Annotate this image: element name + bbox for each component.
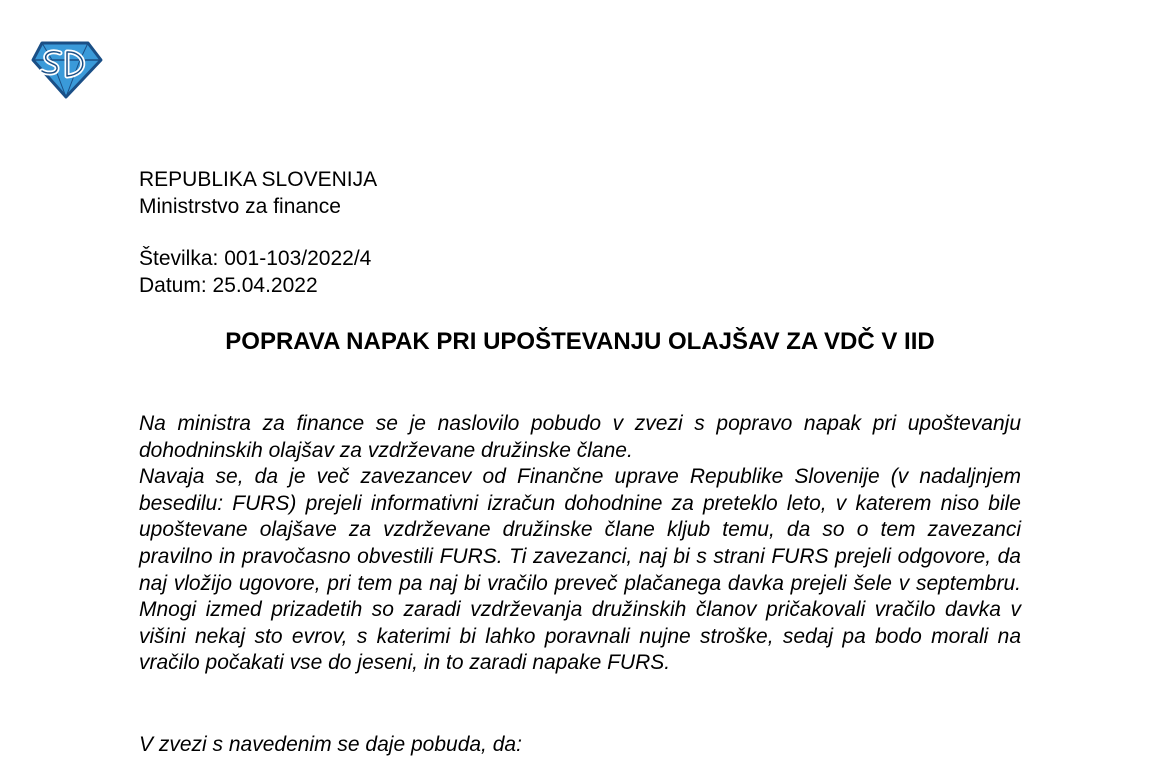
sender-ministry: Ministrstvo za finance bbox=[139, 195, 341, 218]
body-paragraph-1: Na ministra za finance se je naslovilo pobudo v zvezi s popravo napak pri upoštevanju dohodninskih olajšav za vzdrževane družinske člane. bbox=[139, 412, 1021, 462]
document-title: POPRAVA NAPAK PRI UPOŠTEVANJU OLAJŠAV ZA VDČ V IID bbox=[225, 328, 935, 355]
document-meta bbox=[139, 245, 371, 299]
document-date: Datum: 25.04.2022 bbox=[139, 274, 318, 297]
diamond-sd-logo-icon bbox=[30, 40, 104, 100]
sender-country: REPUBLIKA SLOVENIJA bbox=[139, 168, 378, 191]
body-paragraph-2: Navaja se, da je več zavezancev od Finančne uprave Republike Slovenije (v nadaljnjem besedilu: FURS) prejeli informativni izračun dohodnine za preteklo leto, v katerem niso bile upoštevane olajšave za vzdrževane družinske člane kljub temu, da so o tem zavezanci pravilno in pravočasno obvestili FURS. Ti zavezanci, naj bi s strani FURS prejeli odgovore, da naj vložijo ugovore, pri tem pa naj bi vračilo preveč plačanega davka prejeli šele v septembru. Mnogi izmed prizadetih so zaradi vzdrževanja družinskih članov pričakovali vračilo davka v višini nekaj sto evrov, s katerimi bi lahko poravnali nujne stroške, sedaj pa bodo morali na vračilo počakati vse do jeseni, in to zaradi napake FURS. bbox=[139, 465, 1021, 675]
document-body bbox=[139, 411, 1021, 677]
document-number: Številka: 001-103/2022/4 bbox=[139, 247, 372, 270]
body-partial-line: V zvezi s navedenim se daje pobuda, da: bbox=[139, 733, 522, 756]
organization-logo bbox=[30, 40, 104, 100]
sender-block bbox=[139, 166, 377, 220]
